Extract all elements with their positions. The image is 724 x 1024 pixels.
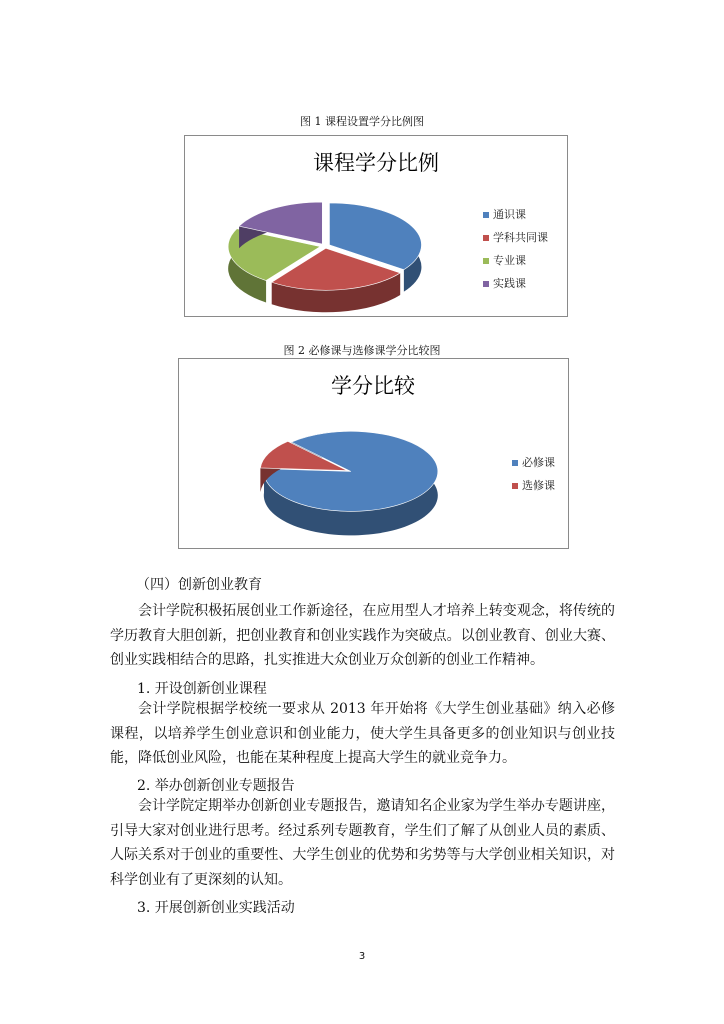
chart-title: 课程学分比例 <box>313 151 439 175</box>
legend-swatch <box>483 212 489 218</box>
heading-3: 3. 开展创新创业实践活动 <box>137 900 295 916</box>
legend-swatch <box>512 460 518 466</box>
section-heading: （四）创新创业教育 <box>136 577 262 593</box>
paragraph-3: 会计学院定期举办创新创业专题报告，邀请知名企业家为学生举办专题讲座，引导大家对创业进行思考。经过系列专题教育，学生们了解了从创业人员的素质、人际关系对于创业的重要性、大学生创业的优势和劣势等与大学创业相关知识，对科学创业有了更深刻的认知。 <box>110 798 615 888</box>
legend-label: 专业课 <box>493 254 526 267</box>
legend-label: 通识课 <box>493 208 526 221</box>
legend-swatch <box>483 281 489 287</box>
page-number: 3 <box>358 951 366 962</box>
legend-label: 必修课 <box>522 456 555 469</box>
legend-swatch <box>483 235 489 241</box>
legend-label: 实践课 <box>493 277 526 290</box>
legend-swatch <box>512 483 518 489</box>
heading-2: 2. 举办创新创业专题报告 <box>137 778 295 794</box>
chart-title: 学分比较 <box>331 374 415 398</box>
paragraph-1: 会计学院积极拓展创业工作新途径，在应用型人才培养上转变观念，将传统的学历教育大胆创新，把创业教育和创业实践作为突破点。以创业教育、创业大赛、创业实践相结合的思路，扎实推进大众创业万众创新的创业工作精神。 <box>110 603 615 669</box>
legend-swatch <box>483 258 489 264</box>
course-credit-pie-svg <box>185 136 567 316</box>
figure-2-caption: 图 2 必修课与选修课学分比较图 <box>283 344 441 357</box>
heading-1: 1. 开设创新创业课程 <box>137 681 267 697</box>
figure-1-caption: 图 1 课程设置学分比例图 <box>300 115 424 128</box>
legend-label: 学科共同课 <box>493 231 548 244</box>
credit-comparison-chart <box>178 358 569 549</box>
course-credit-chart <box>184 135 568 317</box>
paragraph-2: 会计学院根据学校统一要求从 2013 年开始将《大学生创业基础》纳入必修课程，以培养学生创业意识和创业能力，使大学生具备更多的创业知识与创业技能，降低创业风险，也能在某种程度上提高大学生的就业竞争力。 <box>110 701 615 767</box>
credit-comparison-pie-svg <box>179 359 568 548</box>
legend-label: 选修课 <box>522 479 555 492</box>
